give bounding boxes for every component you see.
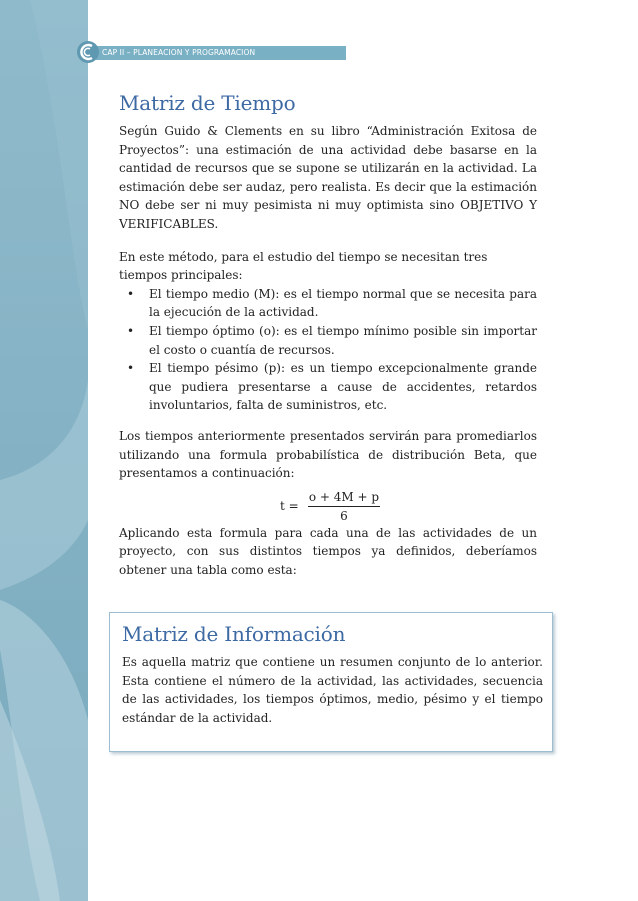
info-matrix-box <box>109 612 553 752</box>
method-intro-paragraph: En este método, para el estudio del tiempo se necesitan tres tiempos principales: <box>119 249 488 283</box>
list-item <box>119 322 537 359</box>
swirl-logo-icon <box>76 40 100 64</box>
bullet-icon: • <box>127 323 135 338</box>
list-item <box>119 359 537 415</box>
beta-paragraph: Los tiempos anteriormente presentados servirán para promediarlos utilizando una formula probabilística de distribución Beta, que presentamos a continuación: <box>119 428 537 481</box>
formula-numerator: o + 4M + p <box>308 489 380 507</box>
list-item-text: El tiempo pésimo (p): es un tiempo excepcionalmente grande que pudiera presentarse a cause de accidentes, retardos involuntarios, falta de suministros, etc. <box>149 361 537 413</box>
formula-fraction <box>308 489 380 525</box>
bullet-icon: • <box>127 361 135 376</box>
list-item-text: El tiempo óptimo (o): es el tiempo mínimo posible sin importar el costo o cuantía de recursos. <box>149 323 537 357</box>
section-title-tiempo: Matriz de Tiempo <box>119 91 296 115</box>
decorative-sidebar <box>0 0 100 901</box>
list-item <box>119 285 537 322</box>
formula-lhs: t = <box>280 498 299 513</box>
time-types-list <box>119 285 537 415</box>
chapter-header: CAP II – PLANEACION Y PROGRAMACION <box>96 46 346 60</box>
info-paragraph: Es aquella matriz que contiene un resumen conjunto de lo anterior. Esta contiene el número de la actividad, las actividades, secuencia de las actividades, los tiempos óptimos, medio, pésimo y el tiempo estándar de la actividad. <box>122 655 543 725</box>
list-item-text: El tiempo medio (M): es el tiempo normal que se necesita para la ejecución de la actividad. <box>149 286 537 320</box>
apply-paragraph: Aplicando esta formula para cada una de las actividades de un proyecto, con sus distintos tiempos ya definidos, deberíamos obtener una tabla como esta: <box>119 525 537 577</box>
intro-paragraph: Según Guido & Clements en su libro “Administración Exitosa de Proyectos”: una estimación de una actividad debe basarse en la cantidad de recursos que se supone se utilizarán en la actividad. La estimación debe ser audaz, pero realista. Es decir que la estimación NO debe ser ni muy pesimista ni muy optimista sino OBJETIVO Y VERIFICABLES. <box>119 124 537 231</box>
bullet-icon: • <box>127 286 135 301</box>
formula-denominator: 6 <box>340 508 348 523</box>
main-content <box>119 90 537 579</box>
beta-formula <box>119 489 537 525</box>
section-title-informacion: Matriz de Información <box>122 622 346 646</box>
